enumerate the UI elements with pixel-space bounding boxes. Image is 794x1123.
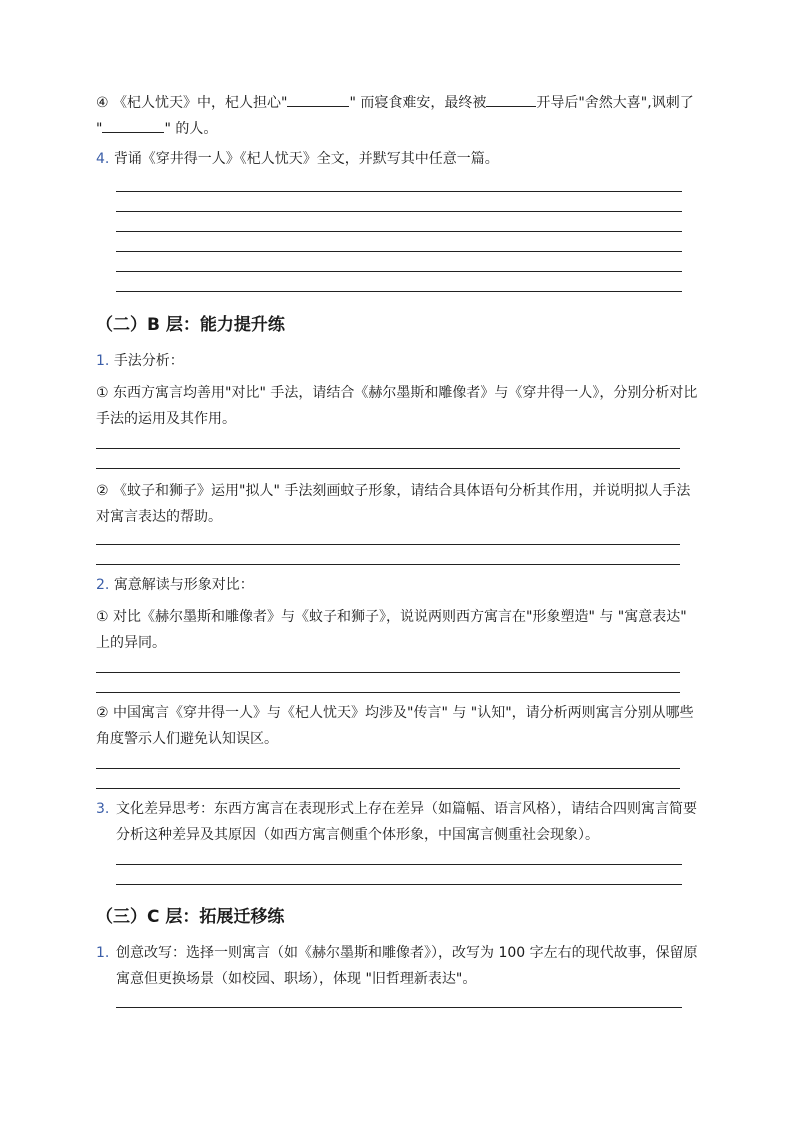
question-b2-title bbox=[96, 572, 696, 598]
answer-line[interactable] bbox=[116, 864, 682, 865]
question-b1-sub1: ① 东西方寓言均善用"对比" 手法，请结合《赫尔墨斯和雕像者》与《穿井得一人》，分别分析对比手法的运用及其作用。 bbox=[96, 385, 698, 427]
question-text-part: 《杞人忧天》中，杞人担心" bbox=[113, 95, 288, 111]
question-text-part: " 的人。 bbox=[164, 121, 218, 137]
question-4 bbox=[96, 146, 696, 172]
question-b2-sub2: ② 中国寓言《穿井得一人》与《杞人忧天》均涉及"传言" 与 "认知"，请分析两则寓言分别从哪些角度警示人们避免认知误区。 bbox=[96, 705, 694, 747]
answer-blank[interactable] bbox=[102, 117, 164, 133]
answer-line[interactable] bbox=[96, 672, 680, 673]
question-text-part: 开导后"舍然大喜", bbox=[536, 95, 652, 111]
question-text: 寓意解读与形象对比： bbox=[113, 577, 254, 593]
answer-line[interactable] bbox=[116, 884, 682, 885]
answer-line[interactable] bbox=[116, 231, 682, 232]
answer-blank[interactable] bbox=[486, 91, 536, 107]
answer-line[interactable] bbox=[116, 271, 682, 272]
question-text-part: " 而寝食难安，最终被 bbox=[349, 95, 487, 111]
question-number: 1. bbox=[96, 353, 110, 369]
question-b1-title bbox=[96, 348, 696, 374]
answer-blank[interactable] bbox=[287, 91, 349, 107]
question-c1 bbox=[96, 940, 700, 992]
answer-line[interactable] bbox=[116, 291, 682, 292]
answer-line[interactable] bbox=[96, 768, 680, 769]
section-heading-b: （二）B 层：能力提升练 bbox=[96, 315, 285, 335]
question-number: 1. bbox=[96, 945, 110, 961]
answer-line[interactable] bbox=[96, 564, 680, 565]
fill-in-question-4 bbox=[96, 90, 696, 142]
answer-line[interactable] bbox=[116, 211, 682, 212]
question-b1-sub2: ② 《蚊子和狮子》运用"拟人" 手法刻画蚊子形象，请结合具体语句分析其作用，并说明拟人手法对寓言表达的帮助。 bbox=[96, 483, 691, 525]
question-number: 4. bbox=[96, 151, 110, 167]
answer-line[interactable] bbox=[116, 191, 682, 192]
section-heading-c: （三）C 层：拓展迁移练 bbox=[96, 907, 285, 927]
answer-line[interactable] bbox=[96, 788, 680, 789]
question-text-part: 讽刺了 " bbox=[96, 95, 694, 137]
question-number: 3. bbox=[96, 801, 110, 817]
question-b2-sub1: ① 对比《赫尔墨斯和雕像者》与《蚊子和狮子》，说说两则西方寓言在"形象塑造" 与 "寓意表达" 上的异同。 bbox=[96, 609, 687, 651]
question-b3 bbox=[96, 796, 700, 848]
item-marker: ④ bbox=[96, 95, 109, 111]
answer-line[interactable] bbox=[96, 448, 680, 449]
question-text: 创意改写：选择一则寓言（如《赫尔墨斯和雕像者》），改写为 100 字左右的现代故事，保留原寓意但更换场景（如校园、职场），体现 "旧哲理新表达"。 bbox=[116, 945, 698, 987]
answer-line[interactable] bbox=[116, 1007, 682, 1008]
answer-line[interactable] bbox=[96, 544, 680, 545]
answer-line[interactable] bbox=[96, 692, 680, 693]
question-text: 文化差异思考：东西方寓言在表现形式上存在差异（如篇幅、语言风格），请结合四则寓言简要分析这种差异及其原因（如西方寓言侧重个体形象，中国寓言侧重社会现象）。 bbox=[116, 801, 697, 843]
question-text: 背诵《穿井得一人》《杞人忧天》全文，并默写其中任意一篇。 bbox=[113, 151, 499, 167]
answer-line[interactable] bbox=[96, 468, 680, 469]
question-text: 手法分析： bbox=[113, 353, 184, 369]
question-number: 2. bbox=[96, 577, 110, 593]
answer-line[interactable] bbox=[116, 251, 682, 252]
